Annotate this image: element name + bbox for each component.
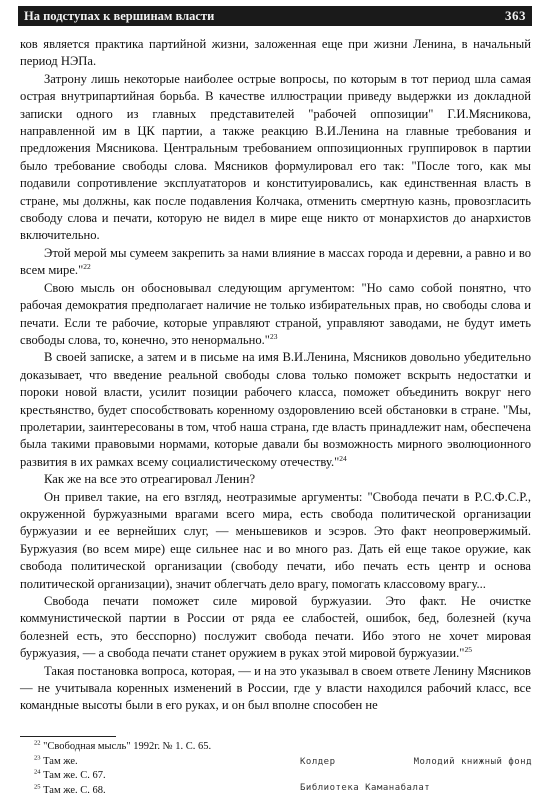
stamp-line: Библиотека Каманабалат (300, 783, 431, 793)
footnote-text: Там же. (43, 755, 78, 767)
paragraph-text: Затрону лишь некоторые наиболее острые вопросы, по которым в тот период шла самая острая внутрипартийная борьба. В качестве иллюстрации приведу выдержки из докладной записки одного из главных представителей "рабочей оппозиции" Г.И.Мясникова, направленной им в ЦК партии, а также реакцию В.И.Ленина на главные требования и предложения Мясникова. Центральным требованием оппозиционных группировок в партии было требование свободы слова. Мясников формулировал его так: "После того, как мы подавили сопротивление эксплуататоров и конституировались, как единственная власть в стране, мы должны, как после подавления Колчака, отменить смертную казнь, провозгласить свободу слова и печати, которую не видел в мире еще никто от монархистов до анархистов включительно. (20, 71, 531, 243)
paragraph (20, 36, 531, 71)
library-stamp (300, 754, 532, 796)
footnotes (34, 740, 284, 798)
footnote-divider (20, 736, 116, 737)
footnote-number: 22 (34, 739, 41, 747)
paragraph-text: Такая постановка вопроса, которая, — и на это указывал в своем ответе Ленину Мясников — не учитывала коренных изменений в России, где у власти находился рабочий класс, все командные высоты были в его руках, и он был вполне способен не (20, 663, 531, 713)
paragraph (20, 280, 531, 350)
paragraph (20, 245, 531, 280)
footnote-text: "Свободная мысль" 1992г. № 1. С. 65. (43, 741, 212, 752)
footnote-text: Там же. С. 68. (43, 784, 106, 796)
body-text (20, 36, 531, 715)
footnote (34, 755, 284, 770)
paragraph (20, 593, 531, 663)
stamp-line: Колдер (300, 757, 336, 767)
footnote (34, 769, 284, 784)
footnote-number: 25 (34, 783, 41, 790)
footnote-ref: 23 (269, 331, 278, 341)
paragraph (20, 489, 531, 593)
footnote-ref: 25 (464, 645, 472, 655)
footnote (34, 740, 284, 755)
paragraph-text: Как же на все это отреагировал Ленин? (44, 472, 256, 487)
paragraph-text: ков является практика партийной жизни, заложенная еще при жизни Ленина, в начальный период НЭПа. (20, 37, 531, 69)
paragraph (20, 663, 531, 715)
paragraph (20, 71, 531, 245)
paragraph (20, 471, 531, 488)
running-header (18, 6, 532, 26)
paragraph-text: Этой мерой мы сумеем закрепить за нами влияние в массах города и деревни, а равно и во всем мире." (20, 245, 531, 278)
stamp-line: Молодий книжный фонд (413, 757, 532, 767)
paragraph-text: В своей записке, а затем и в письме на имя В.И.Ленина, Мясников довольно убедительно доказывает, что введение реальной свободы слова только поможет вскрыть недостатки и пороки новой власти, усилит позиции рабочего класса, поможет объединить вокруг него крестьянство, будет способствовать коренному оздоровлению всей обстановки в стране. "Мы, пролетарии, заинтересованы в том, чтоб наша страна, где власть принадлежит нам, обеспечена была такими правовыми нормами, которые давали бы возможность мирного эволюционного развития в их рамках всему социалистическому отечеству." (20, 350, 531, 469)
footnote-ref: 22 (83, 262, 91, 272)
footnote-number: 24 (34, 768, 41, 776)
header-title: На подступах к вершинам власти (24, 8, 215, 23)
footnote-ref: 24 (339, 453, 347, 463)
page-number: 363 (505, 8, 526, 23)
footnote-text: Там же. С. 67. (43, 770, 106, 781)
paragraph-text: Он привел такие, на его взгляд, неотразимые аргументы: "Свобода печати в Р.С.Ф.С.Р., окруженной буржуазными врагами всего мира, есть свобода политической организации буржуазии и ее вернейших слуг, — меньшевиков и эсэров. Это факт неопровержимый. Буржуазия (во всем мире) еще сильнее нас и во много раз. Дать ей еще такое оружие, как свобода политической организации (свободу печати, ибо печать есть центр и основа политической организации), значит облегчать дело врагу, помогать классовому врагу... (20, 489, 531, 591)
paragraph (20, 349, 531, 471)
paragraph-text: Свою мысль он обосновывал следующим аргументом: "Но само собой понятно, что рабочая демократия предполагает наличие не только избирательных прав, но свободы слова и печати. Если те рабочие, которые управляют страной, управляют заводами, не будут иметь свободы слова, то, конечно, это ненормально." (20, 280, 531, 347)
paragraph-text: Свобода печати поможет силе мировой буржуазии. Это факт. Не очистке коммунистической партии в России от ряда ее слабостей, ошибок, бед, болезней (куча болезней есть, это бесспорно) послужит свобода печати. Ибо этого не хочет мировая буржуазия, — а свобода печати станет оружием в руках этой мировой буржуазии." (20, 594, 531, 661)
footnote-number: 23 (34, 754, 41, 761)
footnote (34, 784, 284, 799)
